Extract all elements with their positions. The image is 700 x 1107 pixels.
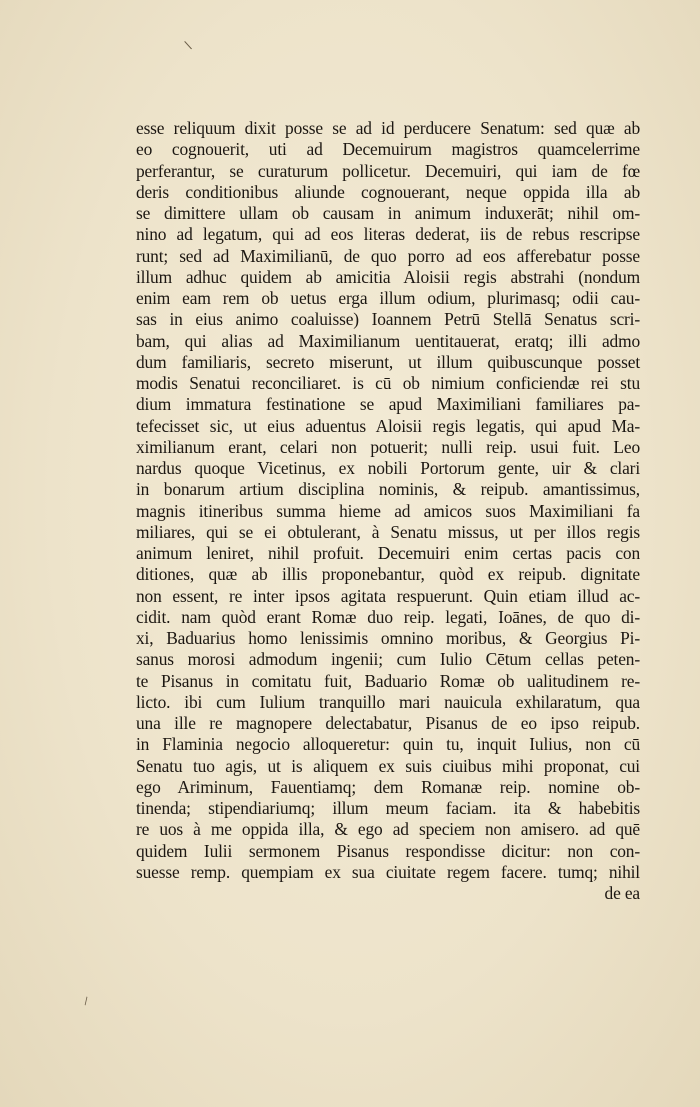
text-line-25: xi, Baduarius homo lenissimis omnino moribus, & Georgius Pi-: [136, 628, 640, 648]
text-line-19: magnis itineribus summa hieme ad amicos suos Maximiliani fa: [136, 500, 640, 521]
text-line-21: animum leniret, nihil profuit. Decemuiri enim certas pacis con: [136, 543, 640, 563]
text-line-16: ximilianum erant, celari non potuerit; nulli reip. usui fuit. Leo: [136, 436, 640, 457]
text-line-2: eo cognouerit, uti ad Decemuirum magistros quamcelerrime: [136, 139, 640, 160]
text-line-4: deris conditionibus aliunde cognouerant, neque oppida illa ab: [136, 181, 640, 202]
text-line-13: modis Senatui reconciliaret. is cū ob nimium conficiendæ rei stu: [136, 373, 640, 393]
text-line-27: te Pisanus in comitatu fuit, Baduario Romæ ob ualitudinem re-: [136, 670, 640, 691]
text-line-36: suesse remp. quempiam ex sua ciuitate regem facere. tumq; nihil: [136, 861, 640, 882]
body-text: [136, 118, 640, 904]
text-line-17: nardus quoque Vicetinus, ex nobili Portorum gente, uir & clari: [136, 458, 640, 478]
text-line-22: ditiones, quæ ab illis proponebantur, quòd ex reipub. dignitate: [136, 564, 640, 585]
text-line-1: esse reliquum dixit posse se ad id perducere Senatum: sed quæ ab: [136, 118, 640, 138]
text-line-11: bam, qui alias ad Maximilianum uentitauerat, eratq; illi admo: [136, 330, 640, 351]
text-line-35: quidem Iulii sermonem Pisanus respondisse dicitur: non con-: [136, 840, 640, 861]
text-line-5: se dimittere ullam ob causam in animum induxerāt; nihil om-: [136, 203, 640, 223]
text-line-10: sas in eius animo coaluisse) Ioannem Petrū Stellā Senatus scri-: [136, 309, 640, 330]
text-line-14: dium immatura festinatione se apud Maximiliani familiares pa-: [136, 394, 640, 415]
text-line-8: illum adhuc quidem ab amicitia Aloisii regis abstrahi (nondum: [136, 266, 640, 287]
text-line-30: in Flaminia negocio alloqueretur: quin tu, inquit Iulius, non cū: [136, 734, 640, 755]
text-line-18: in bonarum artium disciplina nominis, & reipub. amantissimus,: [136, 479, 640, 500]
text-line-28: licto. ibi cum Iulium tranquillo mari nauicula exhilaratum, qua: [136, 691, 640, 712]
catchword: de ea: [604, 883, 640, 903]
text-line-15: tefecisset sic, ut eius aduentus Aloisii regis legatis, qui apud Ma-: [136, 415, 640, 436]
text-line-33: tinenda; stipendiariumq; illum meum faciam. ita & habebitis: [136, 798, 640, 818]
text-line-34: re uos à me oppida illa, & ego ad speciem non amisero. ad quē: [136, 819, 640, 840]
text-line-24: cidit. nam quòd erant Romæ duo reip. legati, Ioānes, de quo di-: [136, 606, 640, 627]
text-line-32: ego Ariminum, Fauentiamq; dem Romanæ reip. nomine ob-: [136, 776, 640, 797]
text-line-12: dum familiaris, secreto miserunt, ut illum quibuscunque posset: [136, 351, 640, 372]
paper-speck-mark: \: [183, 37, 193, 53]
text-line-9: enim eam rem ob uetus erga illum odium, plurimasq; odii cau-: [136, 288, 640, 308]
text-line-3: perferantur, se curaturum pollicetur. Decemuiri, qui iam de fœ: [136, 160, 640, 181]
text-line-23: non essent, re inter ipsos agitata respuerunt. Quin etiam illud ac-: [136, 585, 640, 606]
text-line-31: Senatu tuo agis, ut is aliquem ex suis ciuibus mihi proponat, cui: [136, 755, 640, 776]
text-line-29: una ille re magnopere delectabatur, Pisanus de eo ipso reipub.: [136, 713, 640, 733]
text-line-26: sanus morosi admodum ingenii; cum Iulio Cētum cellas peten-: [136, 649, 640, 670]
paper-speck-mark: \: [81, 995, 90, 1008]
text-line-7: runt; sed ad Maximilianū, de quo porro ad eos afferebatur posse: [136, 245, 640, 266]
text-line-20: miliares, qui se ei obtulerant, à Senatu missus, ut per illos regis: [136, 521, 640, 542]
text-line-6: nino ad legatum, qui ad eos literas dederat, iis de rebus rescripse: [136, 224, 640, 245]
